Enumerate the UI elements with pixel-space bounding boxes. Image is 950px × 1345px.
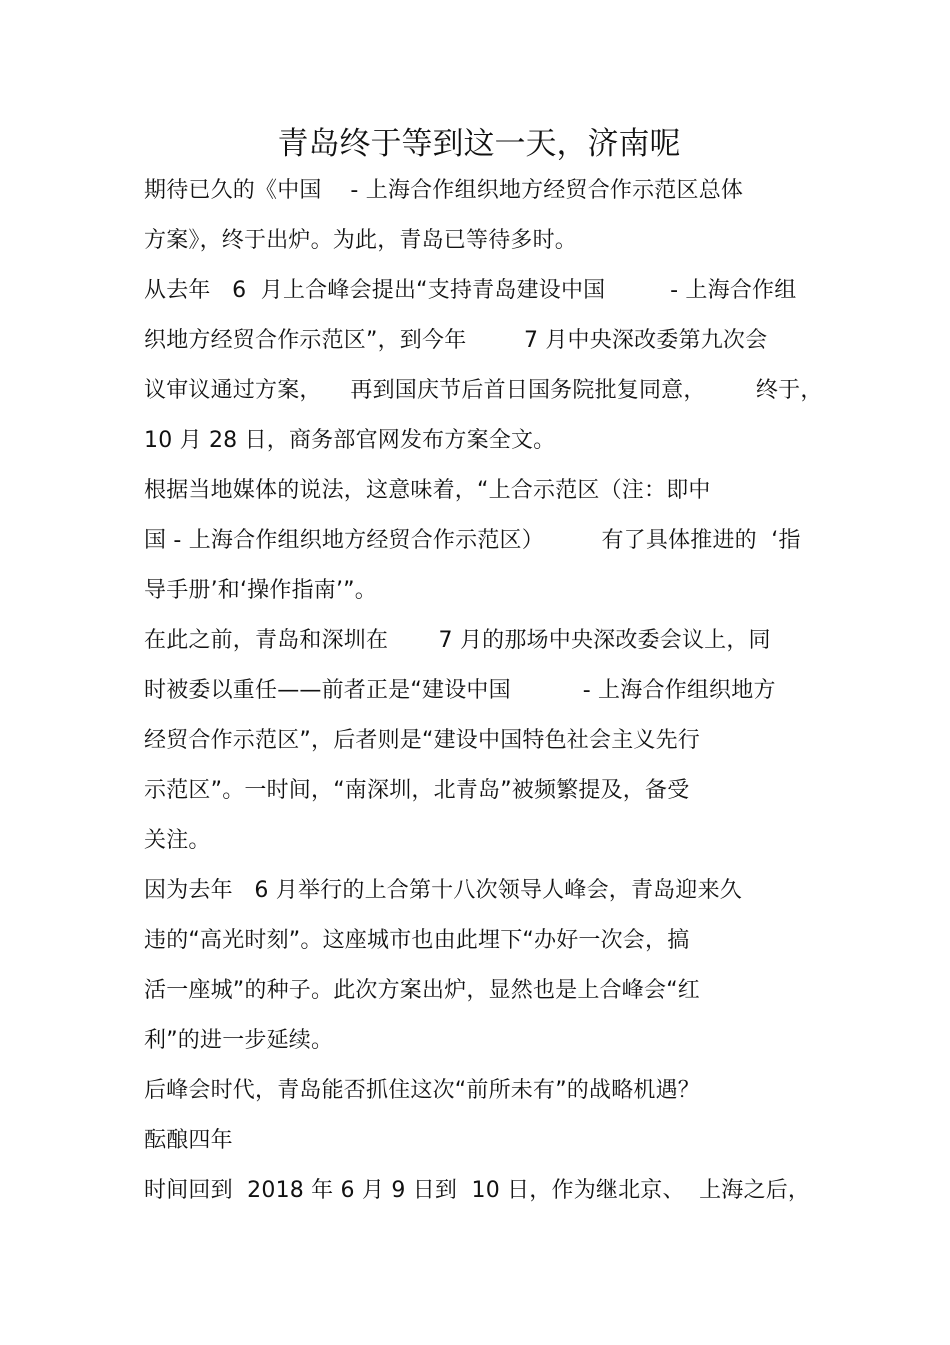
text-line: 因为去年 6 月举行的上合第十八次领导人峰会，青岛迎来久 xyxy=(144,878,742,903)
text-line: 关注。 xyxy=(144,828,211,853)
text-line: 期待已久的《中国 - 上海合作组织地方经贸合作示范区总体 xyxy=(144,178,744,203)
text-line: 时被委以重任——前者正是“建设中国 - 上海合作组织地方 xyxy=(144,678,776,703)
text-line: 国 - 上海合作组织地方经贸合作示范区） 有了具体推进的 ‘指 xyxy=(144,528,801,553)
text-line: 时间回到 2018 年 6 月 9 日到 10 日，作为继北京、 上海之后， xyxy=(144,1178,811,1203)
text-line: 从去年 6 月上合峰会提出“支持青岛建设中国 - 上海合作组 xyxy=(144,278,797,303)
text-line: 违的“高光时刻”。这座城市也由此埋下“办好一次会，搞 xyxy=(144,928,690,953)
text-line: 织地方经贸合作示范区”，到今年 7 月中央深改委第九次会 xyxy=(144,328,768,353)
section-heading: 酝酿四年 xyxy=(144,1128,233,1153)
text-line: 活一座城”的种子。此次方案出炉，显然也是上合峰会“红 xyxy=(144,978,700,1003)
document-title: 青岛终于等到这一天，济南呢 xyxy=(277,126,681,162)
text-line: 在此之前，青岛和深圳在 7 月的那场中央深改委会议上，同 xyxy=(144,628,771,653)
text-line: 10 月 28 日，商务部官网发布方案全文。 xyxy=(144,428,556,453)
text-line: 方案》，终于出炉。为此，青岛已等待多时。 xyxy=(144,228,578,253)
text-line: 利”的进一步延续。 xyxy=(144,1028,334,1053)
text-line: 示范区”。一时间，“南深圳，北青岛”被频繁提及，备受 xyxy=(144,778,690,803)
text-line: 经贸合作示范区”，后者则是“建设中国特色社会主义先行 xyxy=(144,728,700,753)
text-line: 根据当地媒体的说法，这意味着，“上合示范区（注：即中 xyxy=(144,478,711,503)
text-line: 议审议通过方案， 再到国庆节后首日国务院批复同意， 终于， xyxy=(144,378,823,403)
text-line: 后峰会时代，青岛能否抓住这次“前所未有”的战略机遇？ xyxy=(144,1078,700,1103)
text-line: 导手册’和‘操作指南’”。 xyxy=(144,578,377,603)
